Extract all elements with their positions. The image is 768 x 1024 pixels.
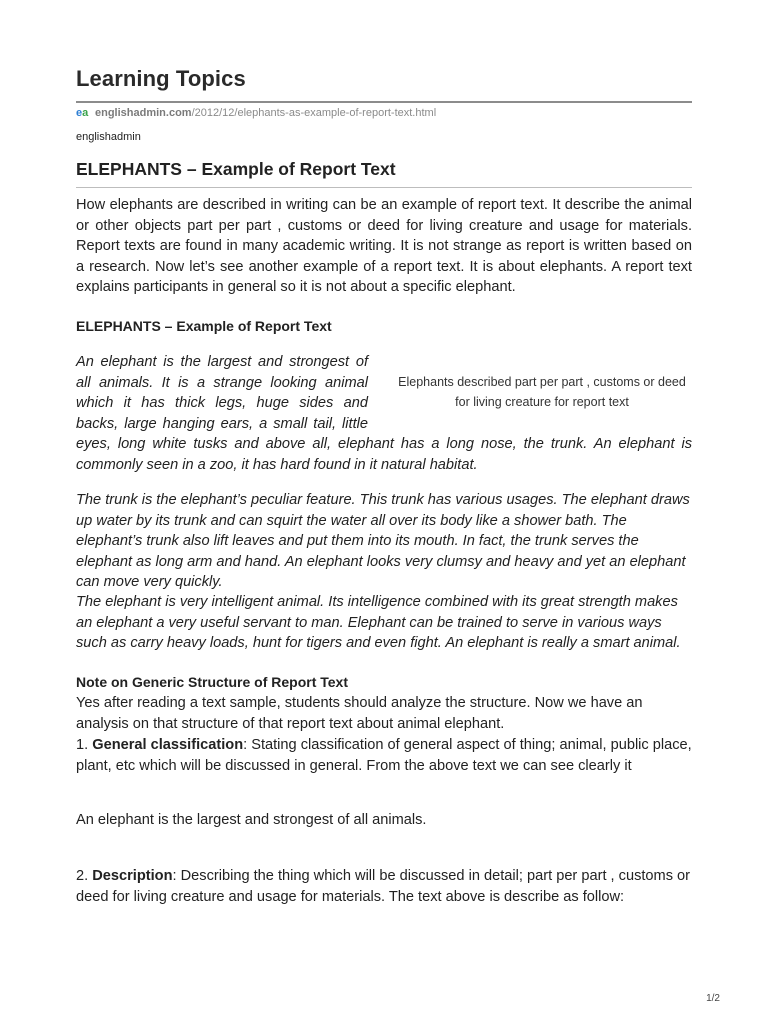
item-2-term: Description — [92, 868, 173, 884]
header-divider — [76, 101, 692, 103]
image-caption: Elephants described part per part , customs or deed for living creature for report text — [398, 375, 686, 409]
item-1-number: 1. — [76, 737, 89, 753]
article-title: ELEPHANTS – Example of Report Text — [76, 159, 396, 179]
title-divider — [76, 187, 692, 188]
item-2-text: : Describing the thing which will be discussed in detail; part per part , customs or deed for living creature and usage for materials. The text above is describe as follow: — [76, 868, 691, 905]
intro-paragraph: How elephants are described in writing can be an example of report text. It describe the animal or other objects part per part , customs or deed for living creature and usage for materials. Report texts are found in many academic writing. It is not strange as report is written based on a research. Now let’s see another example of a report text. It is about elephants. A report text explains participants in general so it is not about a specific elephant. — [76, 197, 692, 295]
author-name: englishadmin — [76, 131, 141, 143]
report-paragraph-1: An elephant is the largest and strongest of all animals. It is a strange looking animal which it has thick legs, huge sides and backs, large hanging ears, a small tail, little eyes, long white tusks and above all, elephant has a long nose, the trunk. An elephant is commonly seen in a zoo, it has hard found in it natural habitat. — [76, 354, 692, 473]
source-path: /2012/12/elephants-as-example-of-report-text.html — [191, 107, 437, 119]
page-number: 1/2 — [706, 993, 720, 1004]
report-paragraph-3: The elephant is very intelligent animal. Its intelligence combined with its great strength makes an elephant a very useful servant to man. Elephant can be trained to serve in various ways such as carry heavy loads, hunt for tigers and even fight. An elephant is really a smart animal. — [76, 594, 681, 651]
report-paragraph-1-block — [76, 352, 692, 475]
item-2-number: 2. — [76, 868, 89, 884]
note-heading: Note on Generic Structure of Report Text — [76, 674, 348, 690]
note-paragraph: Yes after reading a text sample, students should analyze the structure. Now we have an analysis on that structure of that report text about animal elephant. — [76, 695, 643, 732]
section-subheading: ELEPHANTS – Example of Report Text — [76, 318, 332, 334]
structure-item-1 — [76, 735, 692, 776]
source-domain: englishadmin.com — [95, 107, 192, 119]
site-favicon-icon: ea — [76, 107, 89, 119]
item-1-example: An elephant is the largest and strongest of all animals. — [76, 812, 427, 828]
report-paragraph-2: The trunk is the elephant’s peculiar feature. This trunk has various usages. The elephant draws up water by its trunk and can squirt the water all over its body like a shower bath. The elephant’s trunk also lift leaves and put them into its mouth. In fact, the trunk serves the elephant as long arm and hand. An elephant looks very clumsy and heavy and yet an elephant can move very quickly. — [76, 492, 690, 590]
site-title: Learning Topics — [76, 66, 246, 91]
item-1-term: General classification — [92, 737, 244, 753]
item-1-text: : Stating classification of general aspect of thing; animal, public place, plant, etc which will be discussed in general. From the above text we can see clearly it — [76, 737, 692, 774]
structure-item-2 — [76, 866, 692, 907]
source-url[interactable] — [76, 107, 436, 119]
